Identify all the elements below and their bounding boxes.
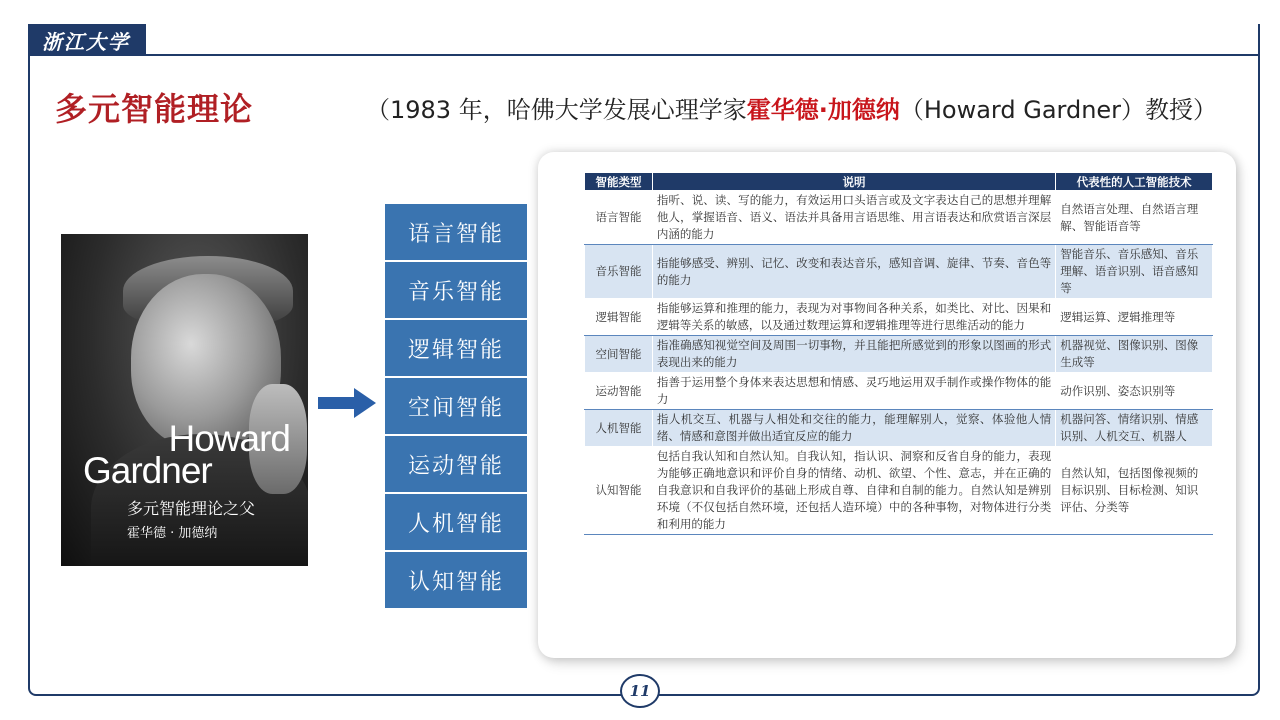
intelligence-item-spatial: 空间智能 [385, 378, 527, 434]
cell-type: 空间智能 [585, 336, 653, 373]
intelligence-item-human-machine: 人机智能 [385, 494, 527, 550]
table-row [585, 410, 1213, 447]
intelligence-table-card [538, 152, 1236, 658]
cell-type: 认知智能 [585, 447, 653, 535]
portrait-name-first: Howard [168, 418, 290, 459]
subtitle-person-name: 霍华德·加德纳 [746, 96, 900, 124]
cell-type: 音乐智能 [585, 245, 653, 299]
cell-description: 指能够感受、辨别、记忆、改变和表达音乐，感知音调、旋律、节奏、音色等的能力 [652, 245, 1055, 299]
subtitle-prefix: （1983 年，哈佛大学发展心理学家 [366, 96, 747, 124]
header-ai-tech: 代表性的人工智能技术 [1056, 173, 1213, 191]
intelligence-item-language: 语言智能 [385, 204, 527, 260]
table-row [585, 299, 1213, 336]
university-logo: 浙江大学 [28, 24, 146, 56]
cell-ai-tech: 智能音乐、音乐感知、音乐理解、语音识别、语音感知等 [1056, 245, 1213, 299]
cell-description: 指人机交互、机器与人相处和交往的能力，能理解别人，觉察、体验他人情绪、情感和意图并做出适宜反应的能力 [652, 410, 1055, 447]
page-title: 多元智能理论 [55, 90, 254, 128]
cell-type: 运动智能 [585, 373, 653, 410]
cell-type: 逻辑智能 [585, 299, 653, 336]
header-type: 智能类型 [585, 173, 653, 191]
portrait-caption: 多元智能理论之父 [127, 499, 256, 518]
intelligence-item-music: 音乐智能 [385, 262, 527, 318]
page-number: 11 [620, 674, 660, 708]
cell-ai-tech: 自然认知，包括图像视频的目标识别、目标检测、知识评估、分类等 [1056, 447, 1213, 535]
cell-type: 语言智能 [585, 191, 653, 245]
cell-description: 指善于运用整个身体来表达思想和情感、灵巧地运用双手制作或操作物体的能力 [652, 373, 1055, 410]
cell-ai-tech: 逻辑运算、逻辑推理等 [1056, 299, 1213, 336]
subtitle-suffix: （Howard Gardner）教授） [899, 96, 1218, 124]
table-row [585, 191, 1213, 245]
cell-description: 指准确感知视觉空间及周围一切事物，并且能把所感觉到的形象以图画的形式表现出来的能力 [652, 336, 1055, 373]
cell-description: 指听、说、读、写的能力，有效运用口头语言或及文字表达自己的思想并理解他人，掌握语音、语义、语法并具备用言语思维、用言语表达和欣赏语言深层内涵的能力 [652, 191, 1055, 245]
gardner-portrait-image [61, 234, 308, 566]
cell-ai-tech: 机器问答、情绪识别、情感识别、人机交互、机器人 [1056, 410, 1213, 447]
cell-type: 人机智能 [585, 410, 653, 447]
portrait-name-last: Gardner [83, 450, 212, 491]
intelligence-item-cognitive: 认知智能 [385, 552, 527, 608]
table-row [585, 447, 1213, 535]
portrait-caption-name: 霍华德 · 加德纳 [127, 526, 218, 541]
table-header-row [585, 173, 1213, 191]
header-description: 说明 [652, 173, 1055, 191]
cell-description: 指能够运算和推理的能力，表现为对事物间各种关系，如类比、对比、因果和逻辑等关系的敏感，以及通过数理运算和逻辑推理等进行思维活动的能力 [652, 299, 1055, 336]
cell-ai-tech: 自然语言处理、自然语言理解、智能语音等 [1056, 191, 1213, 245]
cell-ai-tech: 动作识别、姿态识别等 [1056, 373, 1213, 410]
intelligence-item-motion: 运动智能 [385, 436, 527, 492]
table-row [585, 336, 1213, 373]
right-arrow-icon [318, 388, 376, 418]
cell-description: 包括自我认知和自然认知。自我认知，指认识、洞察和反省自身的能力，表现为能够正确地意识和评价自身的情绪、动机、欲望、个性、意志，并在正确的自我意识和自我评价的基础上形成自尊、自律和自制的能力。自然认知是辨别环境（不仅包括自然环境，还包括人造环境）中的各种事物，对物体进行分类和利用的能力 [652, 447, 1055, 535]
page-subtitle [366, 90, 1217, 125]
cell-ai-tech: 机器视觉、图像识别、图像生成等 [1056, 336, 1213, 373]
header-bar [28, 24, 1260, 56]
table-row [585, 245, 1213, 299]
table-row [585, 373, 1213, 410]
intelligence-list [385, 204, 527, 610]
intelligence-table [584, 172, 1213, 535]
intelligence-item-logic: 逻辑智能 [385, 320, 527, 376]
